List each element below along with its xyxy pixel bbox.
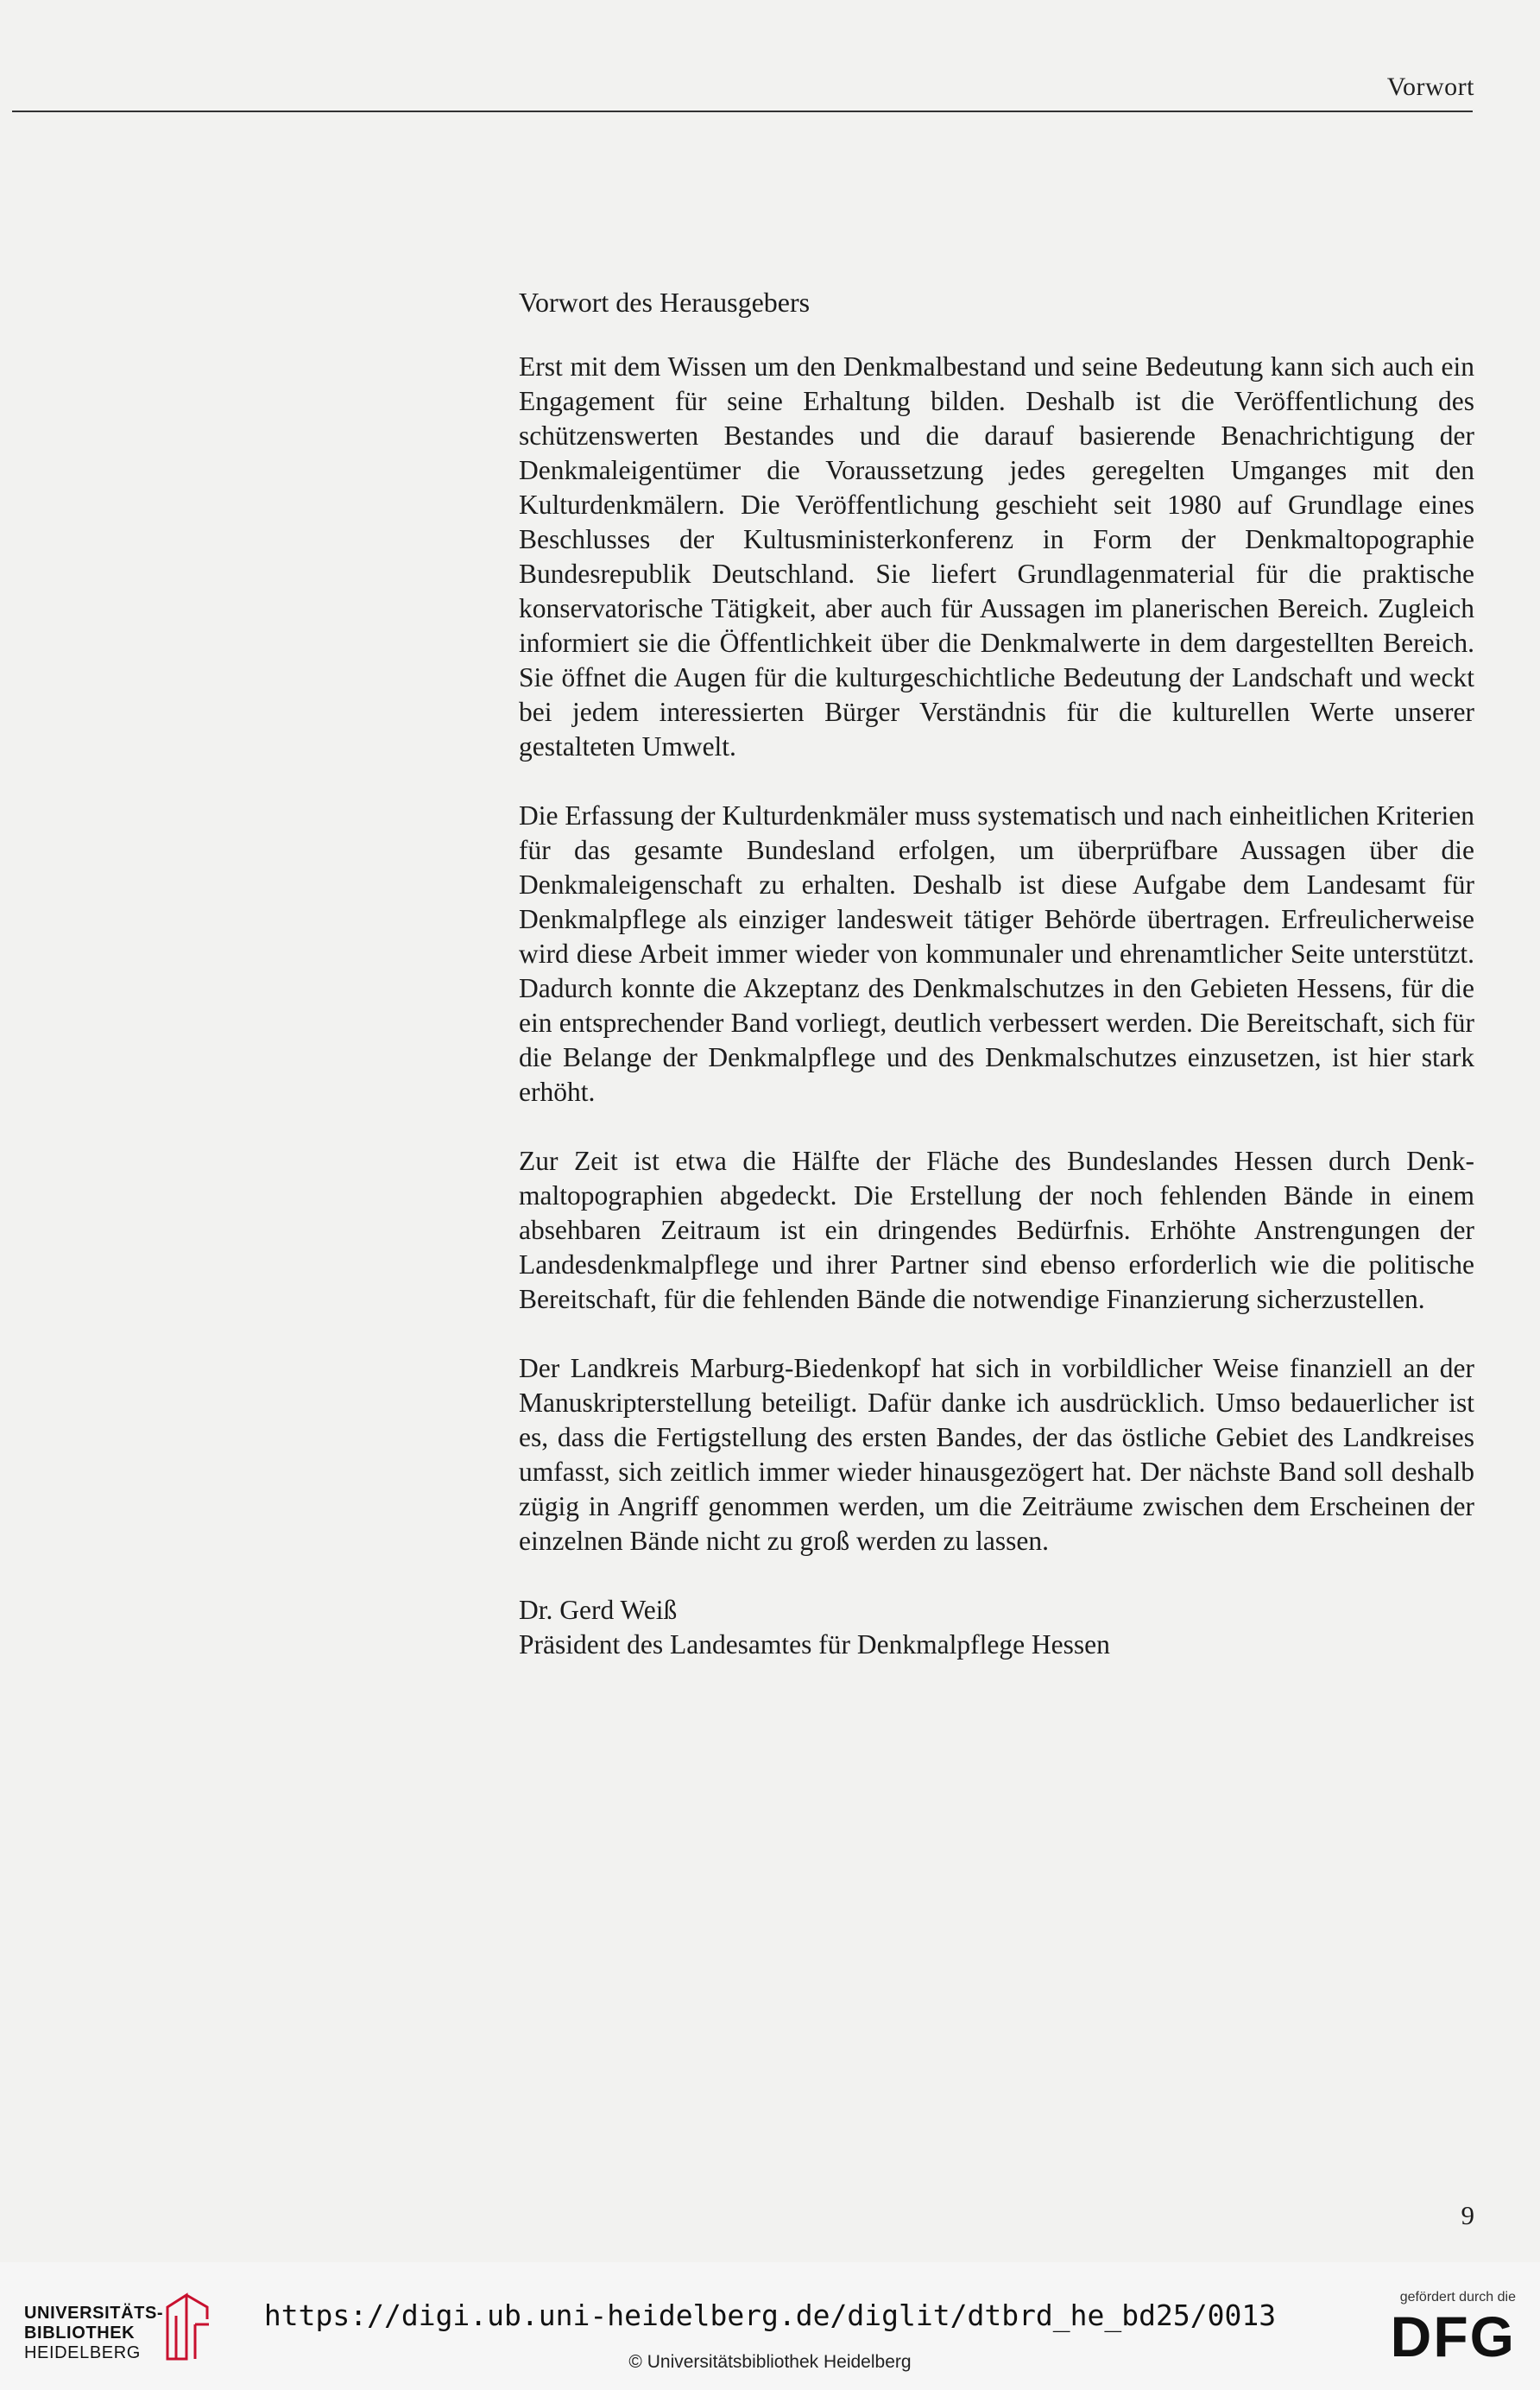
text-block <box>519 285 1474 1662</box>
header-rule <box>12 111 1473 112</box>
funder-logo[interactable] <box>1360 2290 1516 2368</box>
funder-note: gefördert durch die <box>1399 2290 1516 2305</box>
page-number: 9 <box>1461 2200 1474 2230</box>
library-name-line3: HEIDELBERG <box>24 2343 141 2362</box>
dfg-logo-text: DFG <box>1390 2305 1516 2368</box>
running-header: Vorwort <box>1386 73 1474 101</box>
library-name-line2: BIBLIOTHEK <box>24 2324 136 2343</box>
paragraph-3: Zur Zeit ist etwa die Hälfte der Fläche des Bundeslandes Hessen durch Denkmaltopographien abgedeckt. Die Erstellung der noch fehlenden Bände in einem absehbaren Zeitraum ist ein dringendes Bedürfnis. Erhöhte Anstrengungen der Landesdenkmalpflege und ihrer Partner sind ebenso erforderlich wie die politische Bereitschaft, für die fehlenden Bände die notwendige Finanzierung sicherzustellen. <box>519 1146 1474 1314</box>
permalink-url[interactable]: https://digi.ub.uni-heidelberg.de/diglit/dtbrd_he_bd25/0013 <box>263 2298 1277 2332</box>
signature-title: Präsident des Landesamtes für Denkmalpflege Hessen <box>519 1629 1110 1660</box>
signature-name: Dr. Gerd Weiß <box>519 1595 678 1625</box>
library-name-line1: UNIVERSITÄTS- <box>24 2304 164 2323</box>
paragraph-1: Erst mit dem Wissen um den Denkmalbestand und seine Bedeutung kann sich auch ein Engagement für seine Erhaltung bilden. Deshalb ist die Veröffentlichung des schützenswerten Bestandes und die darauf basierende Benachrichtigung der Denkmaleigentümer die Voraussetzung jedes geregelten Umganges mit den Kulturdenkmälern. Die Veröffentlichung geschieht seit 1980 auf Grundlage eines Beschlusses der Kultusministerkonferenz in Form der Denkmaltopographie Bundesrepublik Deutschland. Sie liefert Grundlagenmaterial für die praktische konservatorische Tätigkeit, aber auch für Aussagen im planerischen Bereich. Zugleich informiert sie die Öffentlichkeit über die Denkmalwerte in dem dargestellten Bereich. Sie öffnet die Augen für die kulturgeschichtliche Bedeutung der Landschaft und weckt bei jedem interessierten Bürger Verständnis für die kulturellen Werte unserer gestalteten Umwelt. <box>519 351 1474 762</box>
paragraph-4: Der Landkreis Marburg-Biedenkopf hat sich in vorbildlicher Weise finanziell an der Manuskripterstellung beteiligt. Dafür danke ich ausdrücklich. Umso bedauerlicher ist es, dass die Fertigstellung des ersten Bandes, der das östliche Gebiet des Landkreises umfasst, sich zeitlich immer wieder hinausgezögert hat. Der nächste Band soll deshalb zügig in Angriff genommen werden, um die Zeiträume zwischen dem Erscheinen der einzelnen Bände nicht zu groß werden zu lassen. <box>519 1353 1474 1556</box>
section-heading: Vorwort des Herausgebers <box>519 287 811 318</box>
paragraph-2: Die Erfassung der Kulturdenkmäler muss systematisch und nach einheitlichen Kriterien für das gesamte Bundesland erfolgen, um überprüfbare Aussagen über die Denkmaleigenschaft zu erhalten. Deshalb ist diese Aufgabe dem Landesamt für Denkmalpflege als einziger landesweit tätiger Behörde übertragen. Erfreulicherweise wird diese Arbeit immer wieder von kommunaler und ehrenamtlicher Seite unterstützt. Dadurch konnte die Akzeptanz des Denkmalschutzes in den Gebieten Hessens, für die ein entsprechender Band vorliegt, deutlich verbessert werden. Die Bereitschaft, sich für die Belange der Denkmalpflege und des Denkmalschutzes einzusetzen, ist hier stark erhöht. <box>519 800 1474 1107</box>
copyright-notice: © Universitätsbibliothek Heidelberg <box>628 2352 912 2372</box>
